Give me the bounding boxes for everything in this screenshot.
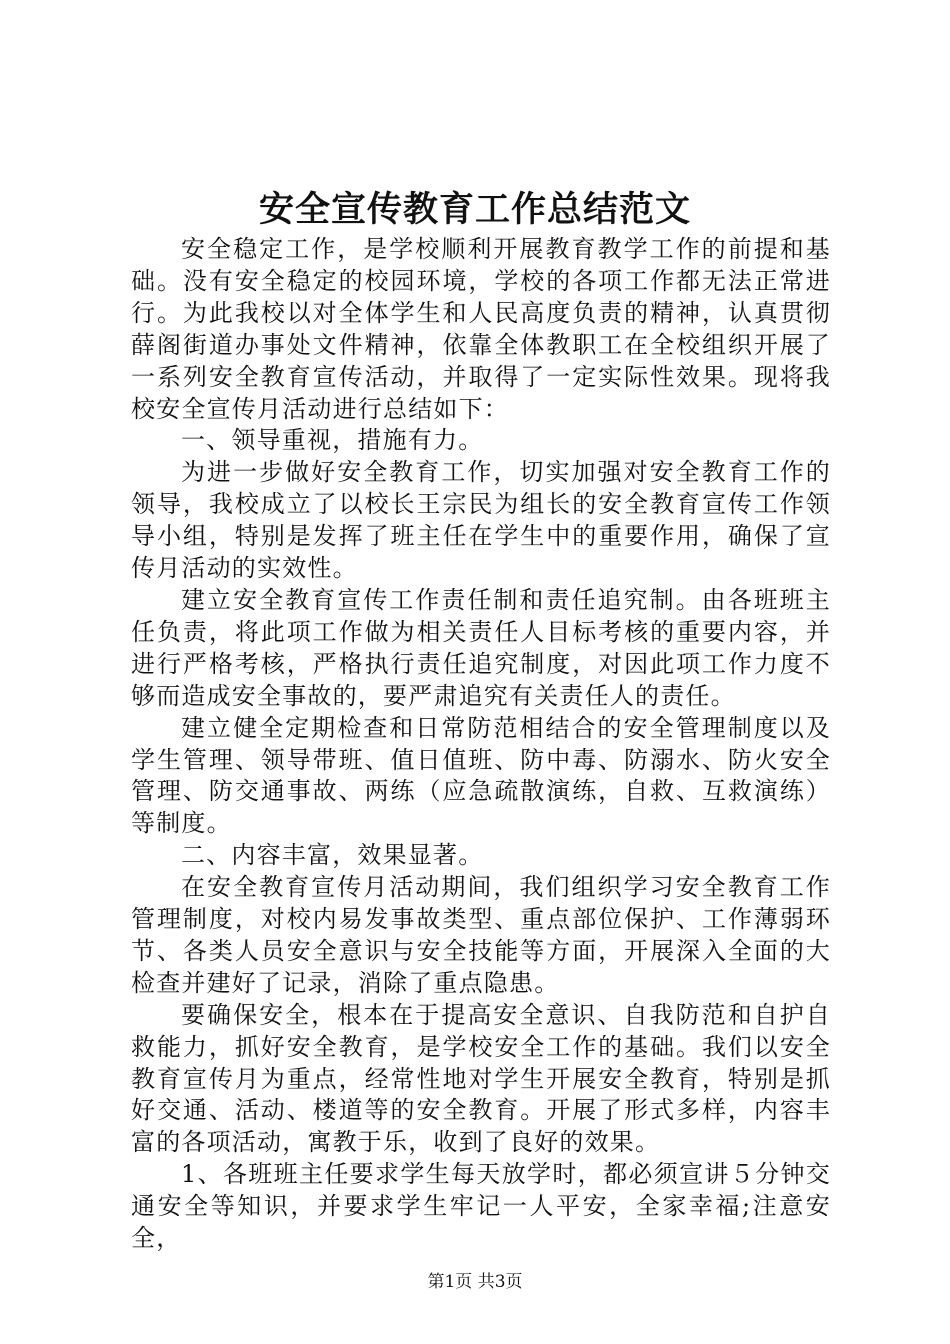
paragraph-item-1: 1、各班班主任要求学生每天放学时，都必须宣讲５分钟交通安全等知识，并要求学生牢记一人平安，全家幸福;注意安全， xyxy=(131,1160,831,1253)
page-footer: 第1页 共3页 xyxy=(427,1272,523,1292)
paragraph-safety-education: 要确保安全，根本在于提高安全意识、自我防范和自护自救能力，抓好安全教育，是学校安全工作的基础。我们以安全教育宣传月为重点，经常性地对学生开展安全教育，特别是抓好交通、活动、楼道等的安全教育。开展了形式多样，内容丰富的各项活动，寓教于乐，收到了良好的效果。 xyxy=(131,1000,831,1157)
document-body xyxy=(131,234,831,1255)
section-heading-1: 一、领导重视，措施有力。 xyxy=(181,426,484,455)
paragraph-management-system: 建立健全定期检查和日常防范相结合的安全管理制度以及学生管理、领导带班、值日值班、防中毒、防溺水、防火安全管理、防交通事故、两练（应急疏散演练，自救、互救演练）等制度。 xyxy=(131,713,831,838)
paragraph-responsibility: 建立安全教育宣传工作责任制和责任追究制。由各班班主任负责，将此项工作做为相关责任人目标考核的重要内容，并进行严格考核，严格执行责任追究制度，对因此项工作力度不够而造成安全事故的，要严肃追究有关责任人的责任。 xyxy=(131,585,831,710)
paragraph-leadership: 为进一步做好安全教育工作，切实加强对安全教育工作的领导，我校成立了以校长王宗民为组长的安全教育宣传工作领导小组，特别是发挥了班主任在学生中的重要作用，确保了宣传月活动的实效性。 xyxy=(131,458,831,583)
paragraph-intro: 安全稳定工作，是学校顺利开展教育教学工作的前提和基础。没有安全稳定的校园环境，学校的各项工作都无法正常进行。为此我校以对全体学生和人民高度负责的精神，认真贯彻薛阁街道办事处文件精神，依靠全体教职工在全校组织开展了一系列安全教育宣传活动，并取得了一定实际性效果。现将我校安全宣传月活动进行总结如下： xyxy=(131,235,831,423)
paragraph-inspection: 在安全教育宣传月活动期间，我们组织学习安全教育工作管理制度，对校内易发事故类型、重点部位保护、工作薄弱环节、各类人员安全意识与安全技能等方面，开展深入全面的大检查并建好了记录，消除了重点隐患。 xyxy=(131,873,831,997)
document-title: 安全宣传教育工作总结范文 xyxy=(258,189,691,230)
section-heading-2: 二、内容丰富，效果显著。 xyxy=(181,841,484,870)
